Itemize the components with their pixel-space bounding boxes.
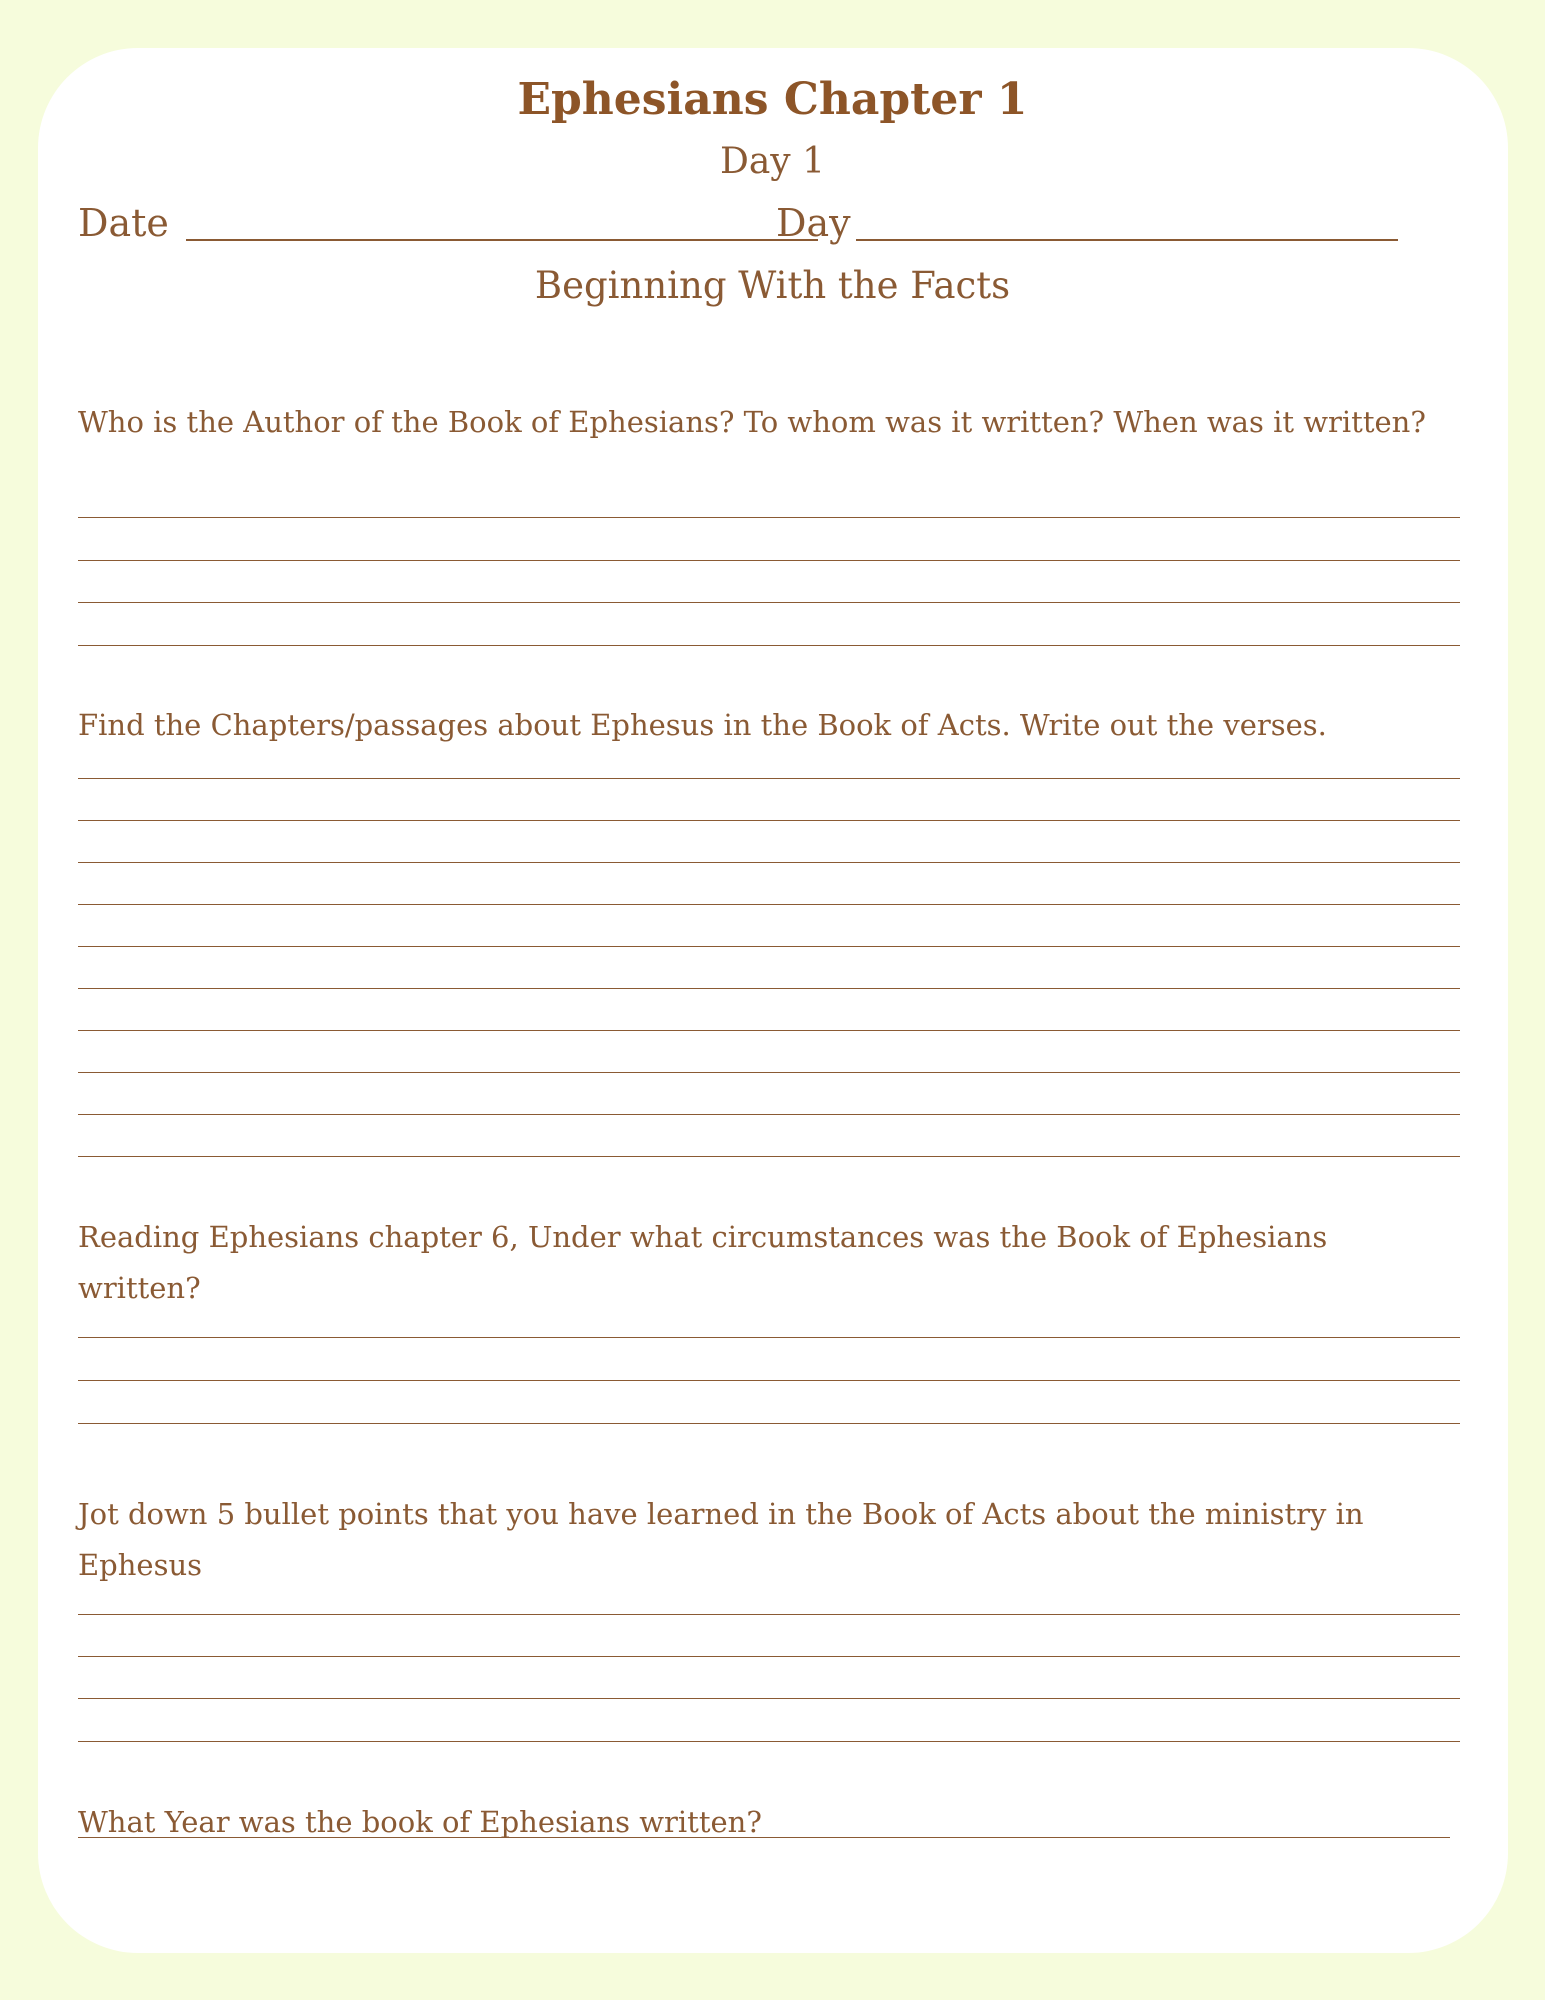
answer-line[interactable] <box>78 1698 1460 1699</box>
date-label: Date <box>78 201 169 245</box>
answer-line[interactable] <box>78 1656 1460 1657</box>
answer-line[interactable] <box>78 1337 1460 1338</box>
question-3: Reading Ephesians chapter 6, Under what circumstances was the Book of Ephesians written? <box>78 1220 1328 1305</box>
answer-line[interactable] <box>78 988 1460 989</box>
answer-line[interactable] <box>78 560 1460 561</box>
worksheet-title: Ephesians Chapter 1 <box>517 74 1028 125</box>
answer-line[interactable] <box>78 1156 1460 1157</box>
answer-line[interactable] <box>78 778 1460 779</box>
answer-line[interactable] <box>78 1114 1460 1115</box>
answer-line[interactable] <box>78 1837 1450 1838</box>
answer-line[interactable] <box>78 1741 1460 1742</box>
question-1: Who is the Author of the Book of Ephesians? To whom was it written? When was it written? <box>78 405 1426 439</box>
answer-line[interactable] <box>78 1380 1460 1381</box>
day-label: Day <box>776 201 851 245</box>
date-day-row <box>78 198 1408 248</box>
worksheet-card <box>38 48 1508 1953</box>
answer-line[interactable] <box>78 602 1460 603</box>
question-4: Jot down 5 bullet points that you have learned in the Book of Acts about the ministry in Ephesus <box>78 1497 1364 1582</box>
answer-line[interactable] <box>78 904 1460 905</box>
answer-line[interactable] <box>78 1072 1460 1073</box>
answer-line[interactable] <box>78 1423 1460 1424</box>
question-2: Find the Chapters/passages about Ephesus in the Book of Acts. Write out the verses. <box>78 708 1327 742</box>
date-field[interactable] <box>186 239 818 241</box>
section-subtitle: Beginning With the Facts <box>534 264 1011 307</box>
day-field[interactable] <box>856 239 1398 241</box>
answer-line[interactable] <box>78 1030 1460 1031</box>
answer-line[interactable] <box>78 645 1460 646</box>
answer-line[interactable] <box>78 946 1460 947</box>
answer-line[interactable] <box>78 1614 1460 1615</box>
answer-line[interactable] <box>78 862 1460 863</box>
day-number-label: Day 1 <box>719 141 825 182</box>
question-5: What Year was the book of Ephesians written? <box>78 1805 762 1839</box>
answer-line[interactable] <box>78 820 1460 821</box>
answer-line[interactable] <box>78 517 1460 518</box>
